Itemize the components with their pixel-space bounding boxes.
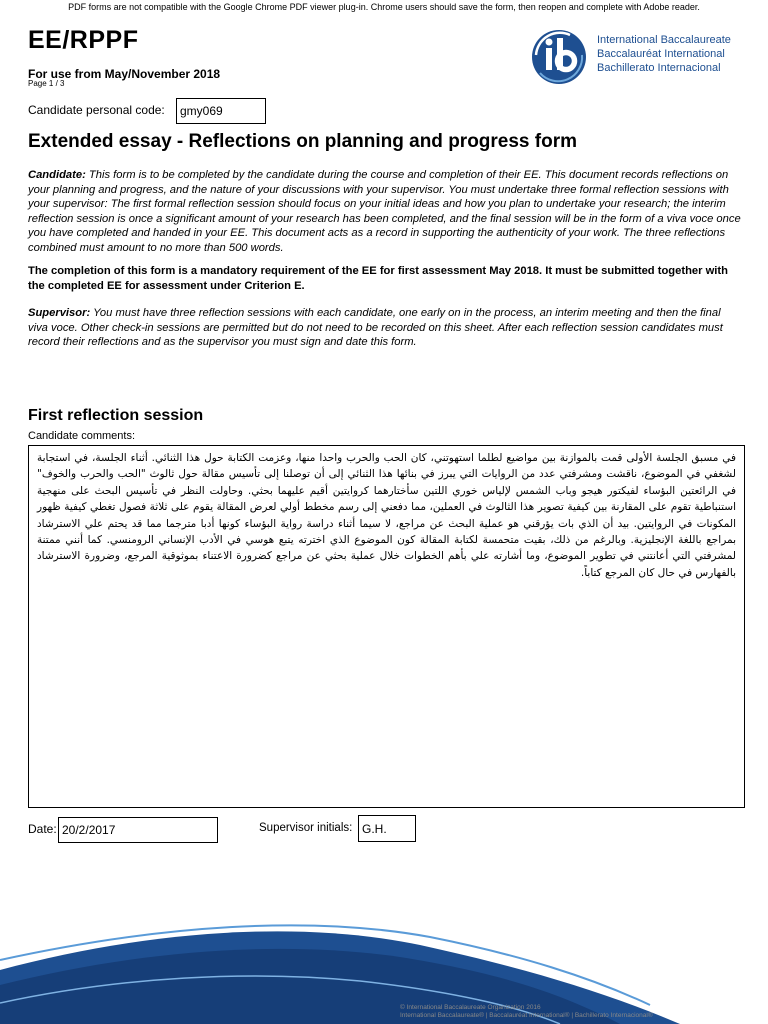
comments-field[interactable]: في مسبق الجلسة الأولى قمت بالموازنة بين مواضيع لطلما استهوتني، كان الحب والحرب واحدا منها، وعزمت الكتابة حول هذا الثنائي. أثناء الجلسة، في استجابة لشغفي في الموضوع، ناقشت ومشرفتي عدد من الروايات التي يبرز في بنائها هذا الثنائي إلى أن توصلنا إلى تأسيس مقالة حول ثالوث "الحب والحرب والخوف" في الرائعتين البؤساء لفيكتور هيجو وباب الشمس لإلياس خوري اللتين سأختارهما كروايتين أقيم عليهما بحثي. وحاولت النظر في تأسيس البحث على منهجية استنباطية تقوم على المقارنة بين كيفية تصوير هذا الثالوث في العملين، مما دفعني إلى رسم مخطط أولي لعرض المقالة يقوم على ثلاثة فصول تغطي كيفية ظهور المكونات في الروايتين. بيد أن الذي بات يؤرقني هو عملية البحث عن مراجع، لا سيما أثناء دراسة رواية البؤساء كونها أدبا مترجما مما قد يحتم علي الاسترشاد بمراجع باللغة الإنجليزية. وبالرغم من ذلك، بقيت متحمسة لكتابة المقالة كون الموضوع الذي اخترته يتبع هوسي في الأدب الإنساني الرومنسي. كما أنني ممتنة لمشرفتي التي أعانتني في تطوير الموضوع، وما أشارته علي بأهم الخطوات خلال عملية بحثي عن مراجع كضرورة الاعتناء بموثوقية المرجع، وضرورة الاسترشاد بالفهارس في حال كان المرجع كتاباً. xyxy=(28,445,745,808)
section-heading: First reflection session xyxy=(28,407,204,424)
chrome-notice: PDF forms are not compatible with the Google Chrome PDF viewer plug-in. Chrome users should save the form, then reopen and complete with Adobe reader. xyxy=(68,2,700,12)
page-title: Extended essay - Reflections on planning and progress form xyxy=(28,131,577,152)
mandatory-notice: The completion of this form is a mandatory requirement of the EE for first assessment May 2018. It must be submitted together with the completed EE for assessment under Criterion E. xyxy=(28,265,728,292)
use-from: For use from May/November 2018 xyxy=(28,67,221,81)
candidate-instructions xyxy=(28,168,742,255)
footer-wave-graphic xyxy=(0,915,768,1024)
candidate-lead: Candidate: xyxy=(28,169,86,181)
comments-label: Candidate comments: xyxy=(28,430,135,442)
footer-line: International Baccalaureate® | Baccalauréat International® | Bachillerato Internacional® xyxy=(400,1012,653,1019)
footer-line: © International Baccalaureate Organization 2016 xyxy=(400,1004,541,1011)
candidate-code-label: Candidate personal code: xyxy=(28,103,165,117)
copyright-footer xyxy=(400,1004,653,1020)
form-code: EE/RPPF xyxy=(28,26,139,54)
page-number: Page 1 / 3 xyxy=(28,79,65,88)
ib-logo-text xyxy=(597,33,731,75)
supervisor-text: You must have three reflection sessions with each candidate, one early on in the process, an interim meeting and then the final viva voce. Other check-in sessions are permitted but do not need to be recorded on this sheet. After each reflection session candidates must record their reflections and as the supervisor you must sign and date this form. xyxy=(28,307,723,348)
candidate-text: This form is to be completed by the candidate during the course and completion of their EE. This document records reflections on your planning and progress, and the nature of your discussions with your supervisor. You must undertake three formal reflection sessions with your supervisor: The first formal reflection session should focus on your initial ideas and how you plan to undertake your research; the interim reflection session is once a significant amount of your research has been completed, and the final session will be in the form of a viva voce once you have completed and handed in your EE. This document acts as a record in supporting the authenticity of your work. The three reflections combined must amount to no more than 500 words. xyxy=(28,169,741,254)
supervisor-initials-label: Supervisor initials: xyxy=(259,822,353,834)
ib-logo-line: Baccalauréat International xyxy=(597,48,725,60)
ib-logo-line: Bachillerato Internacional xyxy=(597,62,721,74)
candidate-code-field[interactable]: gmy069 xyxy=(176,98,266,124)
supervisor-lead: Supervisor: xyxy=(28,307,91,319)
ib-logo-icon xyxy=(532,30,586,84)
supervisor-instructions xyxy=(28,306,742,350)
date-field[interactable]: 20/2/2017 xyxy=(58,817,218,843)
ib-logo-line: International Baccalaureate xyxy=(597,34,731,46)
date-label: Date: xyxy=(28,822,57,836)
supervisor-initials-field[interactable]: G.H. xyxy=(358,815,416,842)
